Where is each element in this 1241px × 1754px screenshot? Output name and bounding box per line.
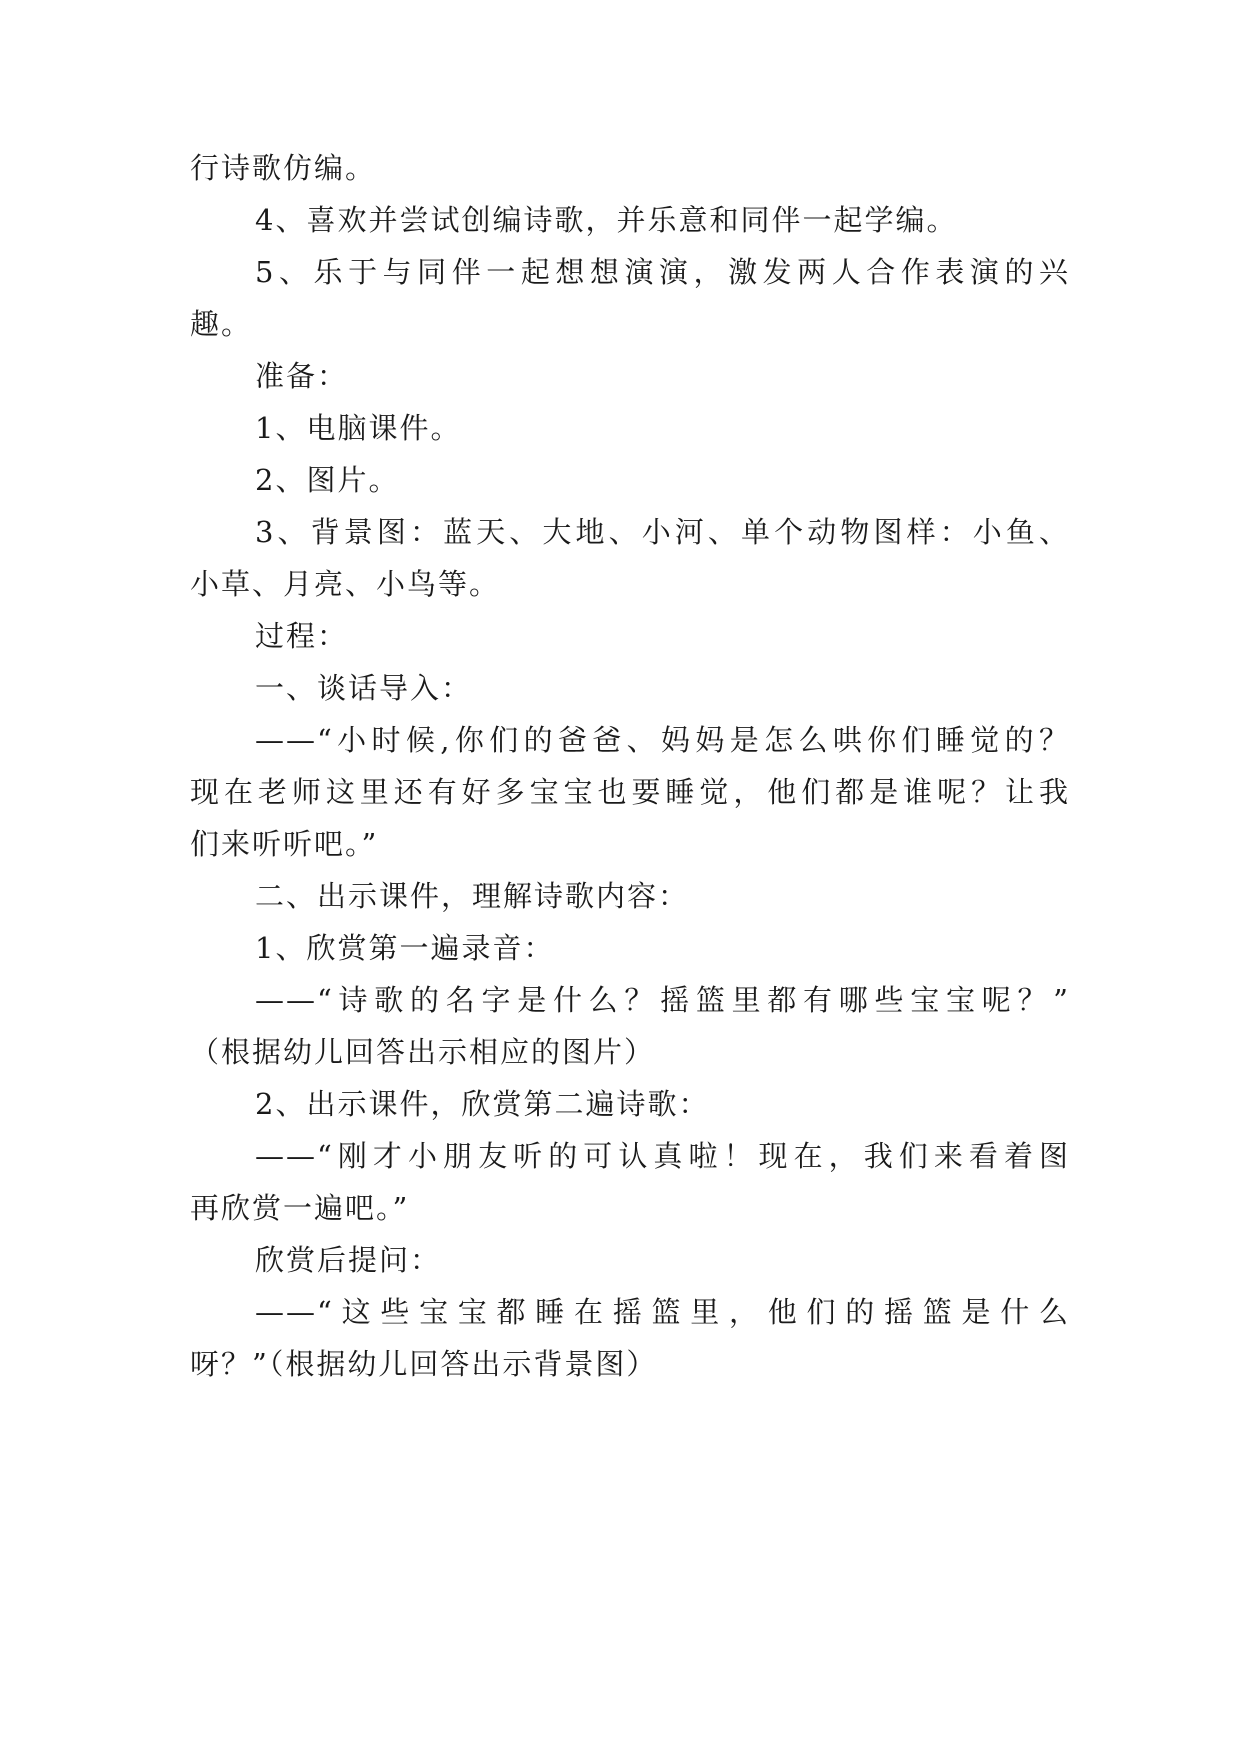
text-line: （根据幼儿回答出示相应的图片） <box>190 1035 656 1069</box>
text-line: ——“这些宝宝都睡在摇篮里，他们的摇篮是什么 <box>255 1295 1070 1329</box>
text-line: ——“诗歌的名字是什么？摇篮里都有哪些宝宝呢？” <box>255 983 1070 1017</box>
text-line: 一、谈话导入： <box>255 671 473 705</box>
section-heading: 过程： <box>255 619 349 653</box>
text-line: 2、图片。 <box>255 463 400 497</box>
text-line: 4、喜欢并尝试创编诗歌，并乐意和同伴一起学编。 <box>255 203 958 237</box>
text-line: 5、乐于与同伴一起想想演演，激发两人合作表演的兴 <box>255 255 1070 289</box>
text-line: 3、背景图：蓝天、大地、小河、单个动物图样：小鱼、 <box>255 515 1070 549</box>
text-line: ——“小时候,你们的爸爸、妈妈是怎么哄你们睡觉的？ <box>255 723 1070 757</box>
text-line: 们来听听吧。” <box>190 827 379 861</box>
text-line: 欣赏后提问： <box>255 1243 442 1277</box>
text-line: 2、出示课件，欣赏第二遍诗歌： <box>255 1087 710 1121</box>
text-line: 1、欣赏第一遍录音： <box>255 931 555 965</box>
text-line: 1、电脑课件。 <box>255 411 462 445</box>
text-line: 现在老师这里还有好多宝宝也要睡觉，他们都是谁呢？让我 <box>190 775 1070 809</box>
text-line: 再欣赏一遍吧。” <box>190 1191 410 1225</box>
text-line: ——“刚才小朋友听的可认真啦！现在，我们来看着图 <box>255 1139 1070 1173</box>
text-line: 行诗歌仿编。 <box>190 151 377 185</box>
text-line: 呀？”（根据幼儿回答出示背景图） <box>190 1347 658 1381</box>
section-heading: 准备： <box>255 359 349 393</box>
text-line: 小草、月亮、小鸟等。 <box>190 567 501 601</box>
text-line: 二、出示课件，理解诗歌内容： <box>255 879 690 913</box>
text-line: 趣。 <box>190 307 253 341</box>
